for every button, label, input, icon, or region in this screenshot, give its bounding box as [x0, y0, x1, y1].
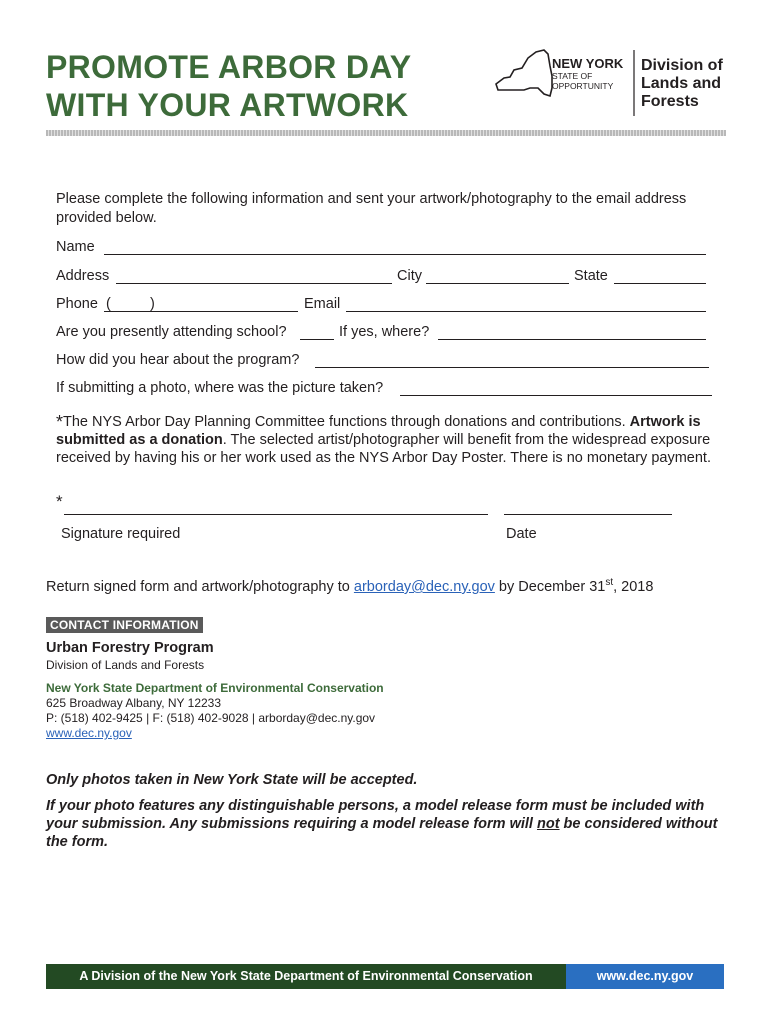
- title-line-1: PROMOTE ARBOR DAY: [46, 49, 412, 85]
- email-field[interactable]: [346, 297, 706, 312]
- phone-paren-open: (: [106, 296, 111, 312]
- contact-division: Division of Lands and Forests: [46, 658, 205, 672]
- return-text-after: by December 31: [494, 578, 606, 595]
- logo-ny-line-2: STATE OF: [552, 71, 593, 81]
- footer-division-text: A Division of the New York State Department of Environmental Conservation: [79, 969, 533, 983]
- heard-label: How did you hear about the program?: [56, 352, 300, 368]
- return-year: , 2018: [613, 578, 654, 595]
- school-field[interactable]: [300, 325, 334, 340]
- heard-field[interactable]: [315, 353, 709, 368]
- email-label: Email: [304, 296, 341, 312]
- phone-field[interactable]: [104, 297, 298, 312]
- note-star: *: [56, 412, 64, 432]
- footer-website-link[interactable]: www.dec.ny.gov: [566, 964, 724, 989]
- logo-div-line-2: Lands and: [641, 75, 722, 92]
- date-field[interactable]: [504, 500, 672, 515]
- name-field[interactable]: [104, 240, 706, 255]
- rule-text-b: be considered without the form.: [46, 816, 718, 850]
- footer-bar: [46, 964, 724, 989]
- return-email-link[interactable]: arborday@dec.ny.gov: [353, 578, 495, 595]
- logo-ny-line-3: OPPORTUNITY: [552, 81, 614, 91]
- address-field[interactable]: [116, 269, 392, 284]
- photo-where-field[interactable]: [400, 381, 712, 396]
- ny-state-map-icon: [494, 44, 734, 124]
- signature-field[interactable]: [64, 500, 488, 515]
- city-field[interactable]: [426, 269, 569, 284]
- contact-address: 625 Broadway Albany, NY 12233: [46, 696, 222, 710]
- return-instructions: [46, 577, 653, 595]
- city-label: City: [397, 268, 422, 284]
- contact-phones: P: (518) 402-9425 | F: (518) 402-9028 | arborday@dec.ny.gov: [46, 711, 376, 725]
- contact-department: New York State Department of Environmental Conservation: [46, 681, 384, 695]
- contact-website-link[interactable]: www.dec.ny.gov: [46, 726, 132, 740]
- date-label: Date: [506, 526, 537, 542]
- school-where-label: If yes, where?: [339, 324, 430, 340]
- state-field[interactable]: [614, 269, 706, 284]
- title-line-2: WITH YOUR ARTWORK: [46, 87, 409, 123]
- intro-line-1: Please complete the following information and sent your artwork/photography to the email address: [56, 191, 687, 207]
- school-where-field[interactable]: [438, 325, 706, 340]
- phone-label: Phone: [56, 296, 98, 312]
- note-text-a: The NYS Arbor Day Planning Committee functions through donations and contributions.: [63, 414, 630, 430]
- photo-where-label: If submitting a photo, where was the picture taken?: [56, 380, 384, 396]
- phone-paren-close: ): [150, 296, 155, 312]
- signature-label: Signature required: [61, 526, 181, 542]
- rule-text-a: If your photo features any distinguishable persons, a model release form must be included with your submission. Any submissions requiring a model release form will: [46, 798, 705, 832]
- return-text-before: Return signed form and artwork/photography to: [46, 578, 354, 595]
- rule-ny-only: Only photos taken in New York State will be accepted.: [46, 772, 418, 788]
- donation-note: [56, 413, 721, 467]
- logo-div-line-1: Division of: [641, 57, 723, 74]
- rule-not: not: [536, 816, 560, 832]
- logo-div-line-3: Forests: [641, 93, 699, 110]
- contact-badge: CONTACT INFORMATION: [46, 617, 203, 633]
- page-title: [46, 48, 411, 124]
- logo-ny-line-1: NEW YORK: [552, 56, 624, 71]
- header-divider: [46, 130, 726, 136]
- signature-star: *: [56, 492, 63, 511]
- nys-dec-logo: [494, 44, 734, 124]
- note-text-b: . The selected artist/photographer will benefit from the widespread exposure received by having his or her work used as the NYS Arbor Day Poster. There is no monetary payment.: [56, 432, 711, 466]
- form-intro: [56, 190, 726, 228]
- name-label: Name: [56, 239, 95, 255]
- contact-program: Urban Forestry Program: [46, 640, 214, 656]
- intro-line-2: provided below.: [56, 210, 157, 226]
- return-superscript: st: [605, 577, 614, 588]
- note-text-bold: Artwork is submitted as a donation: [56, 414, 701, 448]
- state-label: State: [574, 268, 608, 284]
- rule-model-release: [46, 797, 736, 851]
- address-label: Address: [56, 268, 110, 284]
- school-label: Are you presently attending school?: [56, 324, 287, 340]
